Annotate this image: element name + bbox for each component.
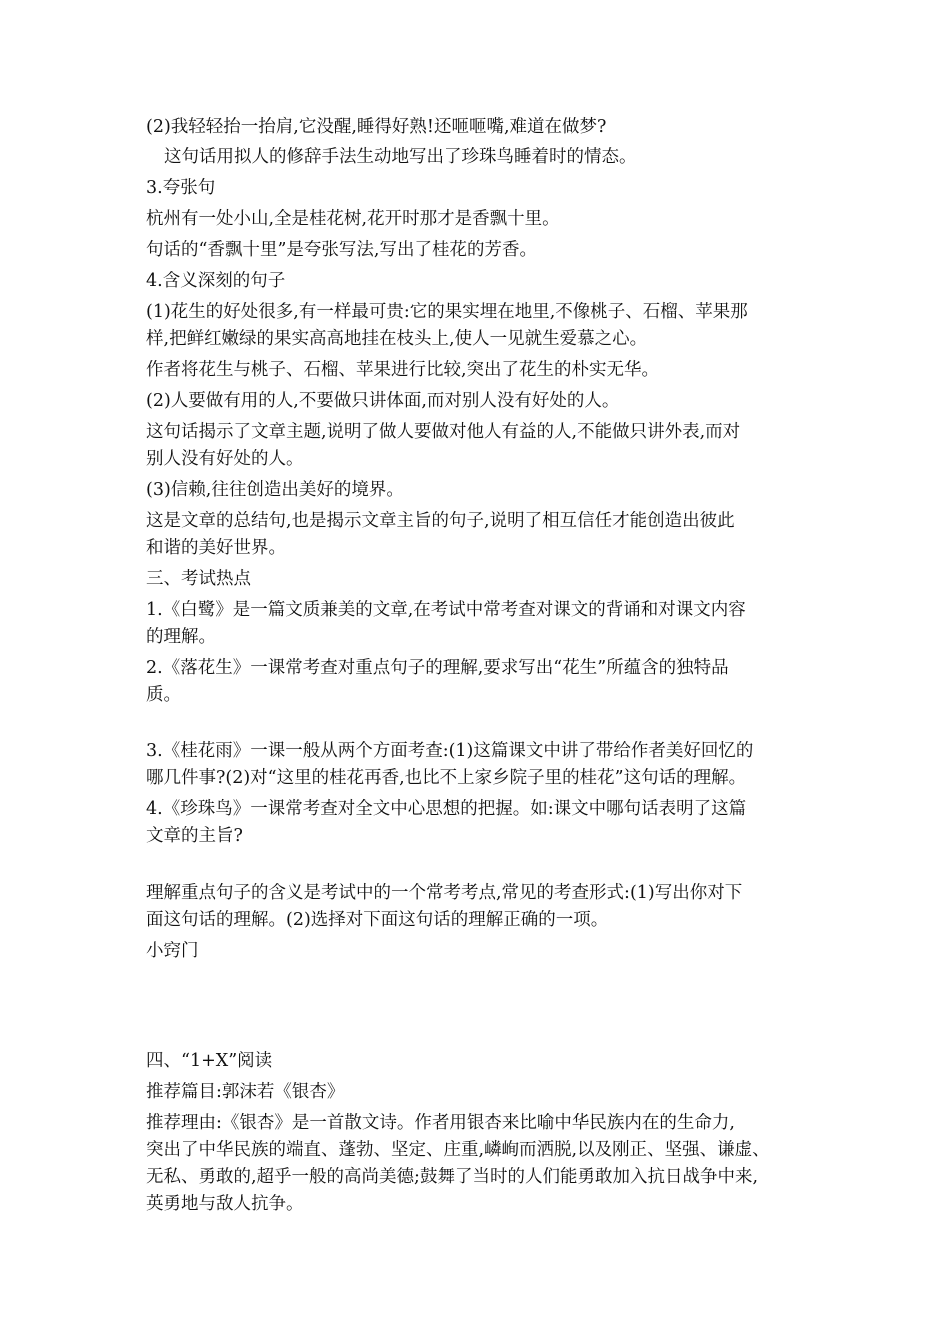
text-line: (2)人要做有用的人,不要做只讲体面,而对别人没有好处的人。 <box>146 391 620 411</box>
section-heading: 三、考试热点 <box>146 569 251 589</box>
text-line: 推荐理由:《银杏》是一首散文诗。作者用银杏来比喻中华民族内在的生命力, <box>146 1113 735 1133</box>
section-heading: 四、“1+X”阅读 <box>146 1051 273 1071</box>
section-heading: 3.夸张句 <box>146 178 216 198</box>
text-line: (3)信赖,往往创造出美好的境界。 <box>146 480 404 500</box>
text-line: 1.《白鹭》是一篇文质兼美的文章,在考试中常考查对课文的背诵和对课文内容 <box>146 600 746 620</box>
text-line: 英勇地与敌人抗争。 <box>146 1194 304 1214</box>
text-line: 面这句话的理解。(2)选择对下面这句话的理解正确的一项。 <box>146 910 609 930</box>
text-line: 2.《落花生》一课常考查对重点句子的理解,要求写出“花生”所蕴含的独特品 <box>146 658 729 678</box>
text-line: 理解重点句子的含义是考试中的一个常考考点,常见的考查形式:(1)写出你对下 <box>146 883 743 903</box>
text-line: 突出了中华民族的端直、蓬勃、坚定、庄重,嶙峋而洒脱,以及刚正、坚强、谦虚、 <box>146 1140 770 1160</box>
text-line: 无私、勇敢的,超乎一般的高尚美德;鼓舞了当时的人们能勇敢加入抗日战争中来, <box>146 1167 759 1187</box>
text-line: 和谐的美好世界。 <box>146 538 286 558</box>
section-heading: 4.含义深刻的句子 <box>146 271 286 291</box>
text-line: 的理解。 <box>146 627 216 647</box>
text-line: 3.《桂花雨》一课一般从两个方面考查:(1)这篇课文中讲了带给作者美好回忆的 <box>146 741 754 761</box>
text-line: (1)花生的好处很多,有一样最可贵:它的果实埋在地里,不像桃子、石榴、苹果那 <box>146 302 748 322</box>
text-line: 这句话揭示了文章主题,说明了做人要做对他人有益的人,不能做只讲外表,而对 <box>146 422 741 442</box>
text-line: 句话的“香飘十里”是夸张写法,写出了桂花的芳香。 <box>146 240 537 260</box>
text-line: 样,把鲜红嫩绿的果实高高地挂在枝头上,使人一见就生爱慕之心。 <box>146 329 648 349</box>
text-line: 作者将花生与桃子、石榴、苹果进行比较,突出了花生的朴实无华。 <box>146 360 660 380</box>
text-line: 这是文章的总结句,也是揭示文章主旨的句子,说明了相互信任才能创造出彼此 <box>146 511 735 531</box>
text-line: 杭州有一处小山,全是桂花树,花开时那才是香飘十里。 <box>146 209 560 229</box>
text-line: 这句话用拟人的修辞手法生动地写出了珍珠鸟睡着时的情态。 <box>164 147 637 167</box>
text-line: 质。 <box>146 685 181 705</box>
text-line: 哪几件事?(2)对“这里的桂花再香,也比不上家乡院子里的桂花”这句话的理解。 <box>146 768 747 788</box>
text-line: 别人没有好处的人。 <box>146 449 304 469</box>
text-line: 推荐篇目:郭沫若《银杏》 <box>146 1082 345 1102</box>
tip-label: 小窍门 <box>146 941 199 961</box>
text-line: (2)我轻轻抬一抬肩,它没醒,睡得好熟!还咂咂嘴,难道在做梦? <box>146 117 607 137</box>
text-line: 4.《珍珠鸟》一课常考查对全文中心思想的把握。如:课文中哪句话表明了这篇 <box>146 799 747 819</box>
text-line: 文章的主旨? <box>146 826 243 846</box>
